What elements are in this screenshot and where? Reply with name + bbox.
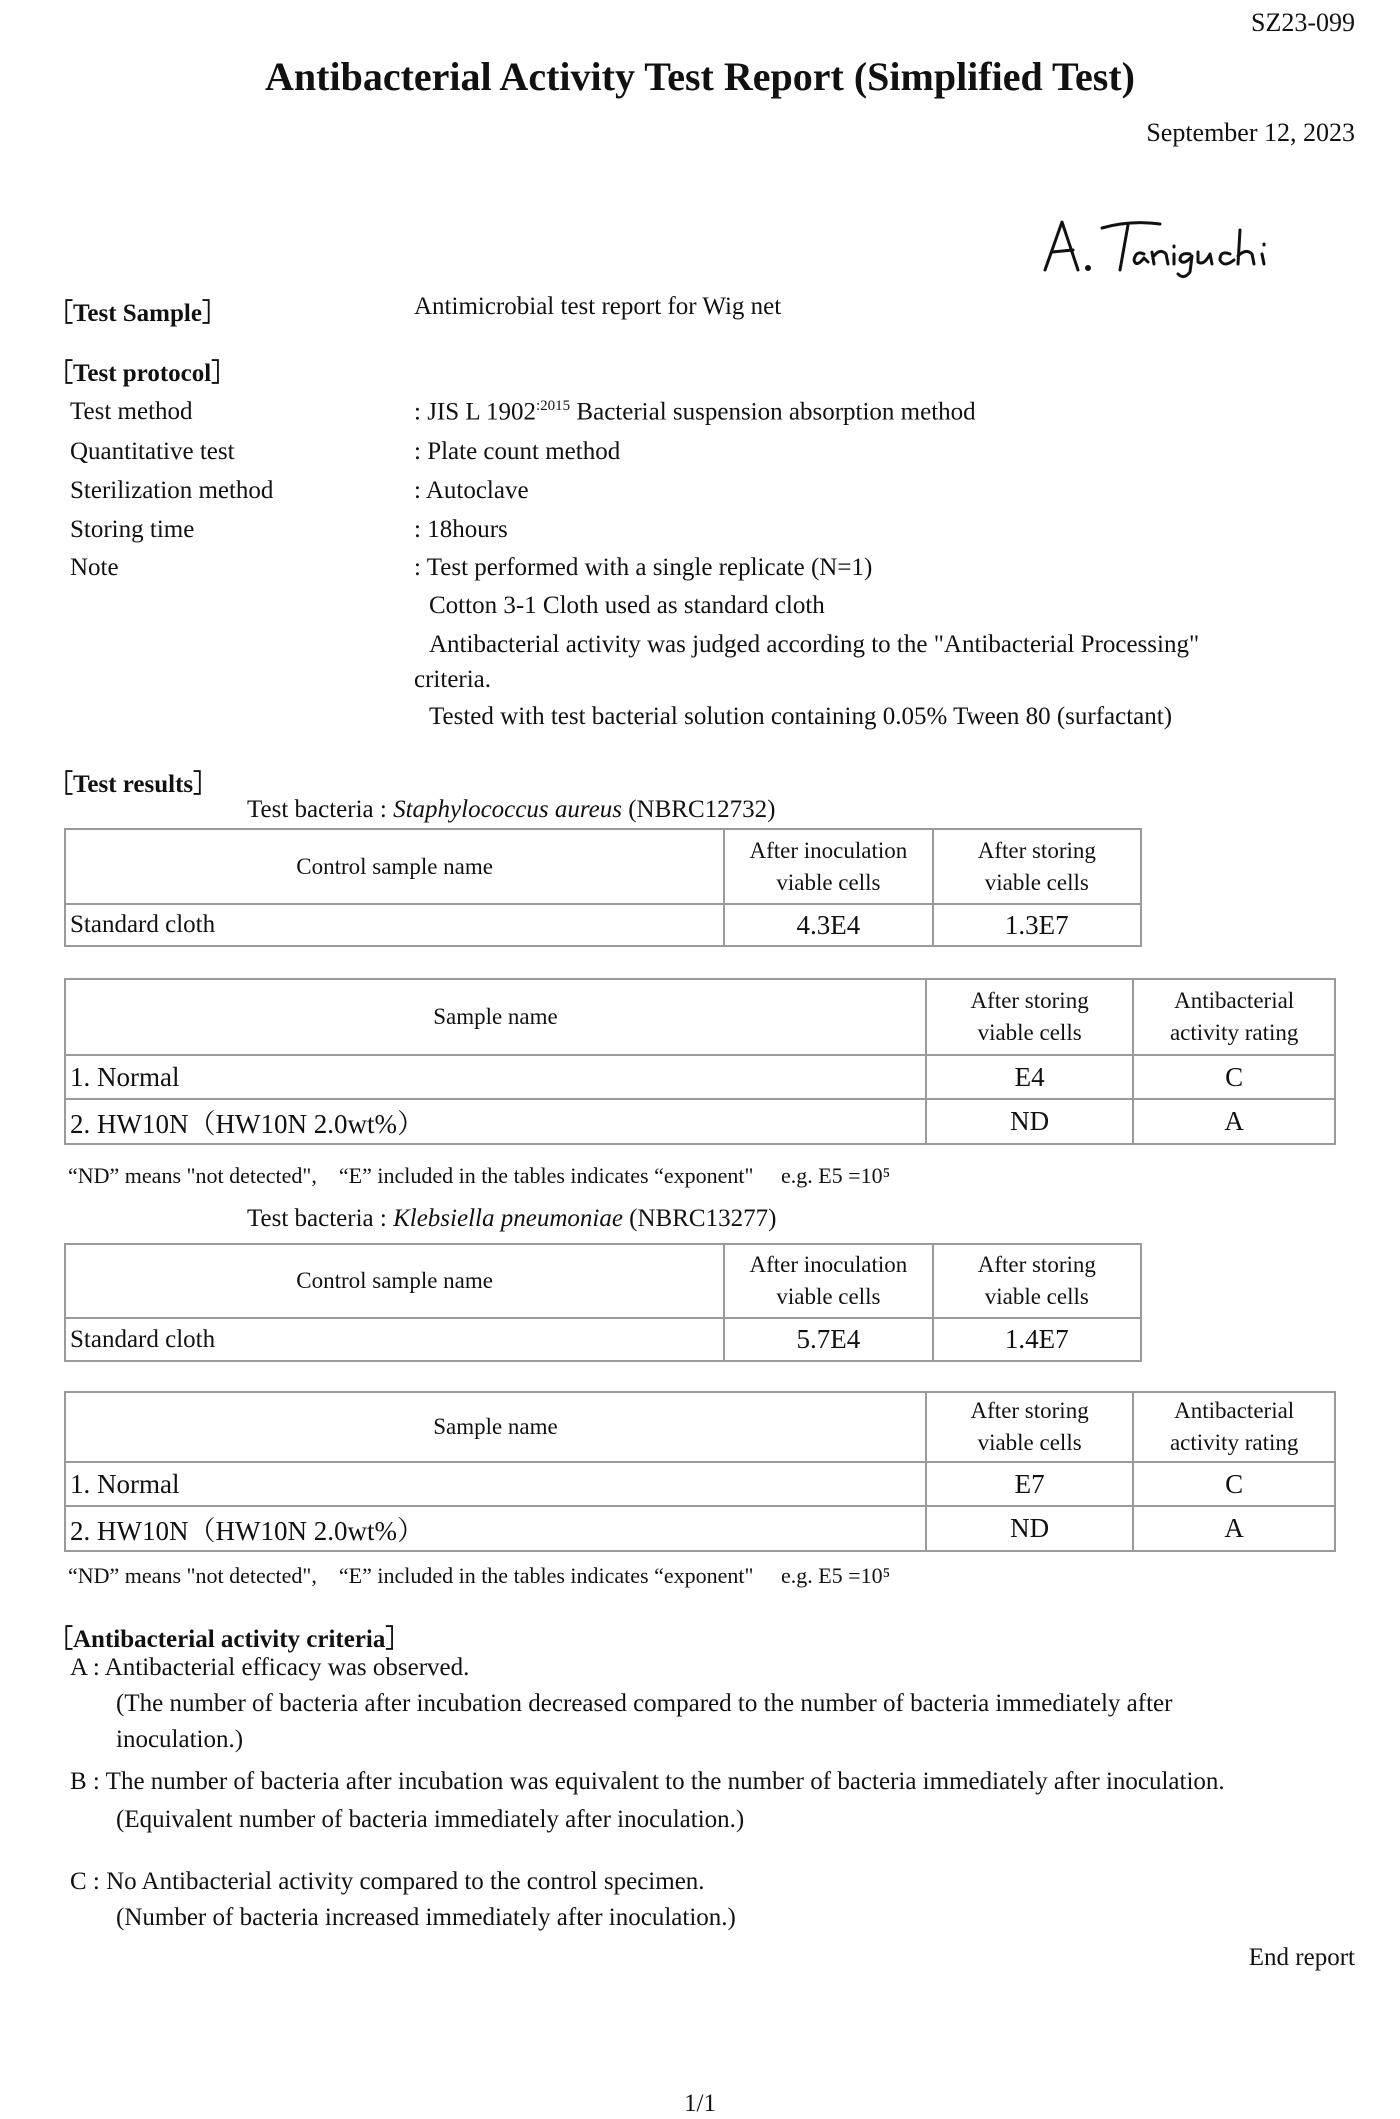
- report-date: September 12, 2023: [1146, 118, 1355, 147]
- sample-rating: C: [1133, 1055, 1335, 1099]
- note-line-3: Antibacterial activity was judged according to the "Antibacterial Processing": [429, 631, 1200, 658]
- note-line-4: criteria.: [414, 666, 492, 693]
- test-sample-value: Antimicrobial test report for Wig net: [414, 293, 782, 320]
- after-storing-header: After storing viable cells: [926, 1392, 1133, 1462]
- table-row: [65, 1055, 1335, 1099]
- sample-storing-value: ND: [926, 1506, 1133, 1551]
- page-title: Antibacterial Activity Test Report (Simplified Test): [265, 54, 1135, 99]
- control-sample-header: Control sample name: [65, 1244, 724, 1318]
- control-table-2: [64, 1243, 1142, 1362]
- criteria-a-line-2: (The number of bacteria after incubation decreased compared to the number of bacteria immediately after: [116, 1690, 1173, 1717]
- rating-header: Antibacterial activity rating: [1133, 1392, 1335, 1462]
- footnote-2: “ND” means "not detected", “E” included in the tables indicates “exponent" e.g. E5 =10⁵: [68, 1563, 891, 1588]
- sample-name: 1. Normal: [65, 1055, 926, 1099]
- note-line-5: Tested with test bacterial solution containing 0.05% Tween 80 (surfactant): [429, 703, 1173, 730]
- control-inoculation-value: 5.7E4: [724, 1318, 932, 1361]
- after-storing-header: After storing viable cells: [933, 1244, 1141, 1318]
- sample-rating: C: [1133, 1462, 1335, 1506]
- sample-name: 2. HW10N（HW10N 2.0wt%）: [65, 1099, 926, 1144]
- note-line-2: Cotton 3-1 Cloth used as standard cloth: [429, 592, 825, 619]
- report-id: SZ23-099: [1251, 8, 1355, 37]
- criteria-c-line-2: (Number of bacteria increased immediately after inoculation.): [116, 1904, 736, 1931]
- rating-header: Antibacterial activity rating: [1133, 979, 1335, 1055]
- sample-storing-value: E7: [926, 1462, 1133, 1506]
- control-inoculation-value: 4.3E4: [724, 904, 932, 946]
- footnote-1: “ND” means "not detected", “E” included in the tables indicates “exponent" e.g. E5 =10⁵: [68, 1163, 891, 1188]
- sample-name-header: Sample name: [65, 979, 926, 1055]
- test-method-value: : JIS L $1902^{:2015}$ Bacterial suspension absorption method: [414, 398, 976, 426]
- criteria-b-line-1: B : The number of bacteria after incubation was equivalent to the number of bacteria immediately after inoculation.: [70, 1768, 1225, 1795]
- control-name: Standard cloth: [65, 1318, 724, 1361]
- sample-name: 1. Normal: [65, 1462, 926, 1506]
- control-storing-value: 1.3E7: [933, 904, 1141, 946]
- control-storing-value: 1.4E7: [933, 1318, 1141, 1361]
- storing-time-label: Storing time: [70, 516, 195, 543]
- after-storing-header: After storing viable cells: [933, 829, 1141, 904]
- storing-time-value: : 18hours: [414, 516, 508, 543]
- after-inoculation-header: After inoculation viable cells: [724, 829, 932, 904]
- criteria-c-line-1: C : No Antibacterial activity compared to the control specimen.: [70, 1868, 705, 1895]
- criteria-a-line-3: inoculation.): [116, 1726, 244, 1753]
- sample-table-1: [64, 978, 1336, 1145]
- criteria-a-line-1: A : Antibacterial efficacy was observed.: [70, 1654, 470, 1681]
- control-sample-header: Control sample name: [65, 829, 724, 904]
- control-table-1: [64, 828, 1142, 947]
- after-storing-header: After storing viable cells: [926, 979, 1133, 1055]
- sample-table-2: [64, 1391, 1336, 1552]
- test-bacteria-1: Test bacteria : Staphylococcus aureus (NBRC12732): [247, 796, 776, 823]
- table-row: [65, 1506, 1335, 1551]
- quantitative-test-label: Quantitative test: [70, 438, 235, 465]
- sample-name: 2. HW10N（HW10N 2.0wt%）: [65, 1506, 926, 1551]
- results-heading: ［Test results］: [48, 771, 219, 798]
- sample-name-header: Sample name: [65, 1392, 926, 1462]
- note-line-1: : Test performed with a single replicate (N=1): [414, 554, 873, 581]
- sample-rating: A: [1133, 1506, 1335, 1551]
- after-inoculation-header: After inoculation viable cells: [724, 1244, 932, 1318]
- sample-storing-value: ND: [926, 1099, 1133, 1144]
- quantitative-test-value: : Plate count method: [414, 438, 621, 465]
- sample-rating: A: [1133, 1099, 1335, 1144]
- control-name: Standard cloth: [65, 904, 724, 946]
- note-label: Note: [70, 554, 119, 581]
- test-bacteria-2: Test bacteria : Klebsiella pneumoniae (NBRC13277): [247, 1205, 777, 1232]
- sterilization-label: Sterilization method: [70, 477, 274, 504]
- table-row: [65, 1099, 1335, 1144]
- table-row: [65, 1462, 1335, 1506]
- criteria-b-line-2: (Equivalent number of bacteria immediately after inoculation.): [116, 1806, 745, 1833]
- test-method-label: Test method: [70, 398, 193, 425]
- criteria-heading: ［Antibacterial activity criteria］: [48, 1626, 411, 1653]
- page-number: 1/1: [684, 2090, 716, 2117]
- test-sample-heading: ［Test Sample］: [48, 300, 227, 327]
- sample-storing-value: E4: [926, 1055, 1133, 1099]
- protocol-heading: ［Test protocol］: [48, 360, 237, 387]
- signature-image: [1040, 210, 1300, 280]
- end-report: End report: [1248, 1944, 1355, 1971]
- sterilization-value: : Autoclave: [414, 477, 529, 504]
